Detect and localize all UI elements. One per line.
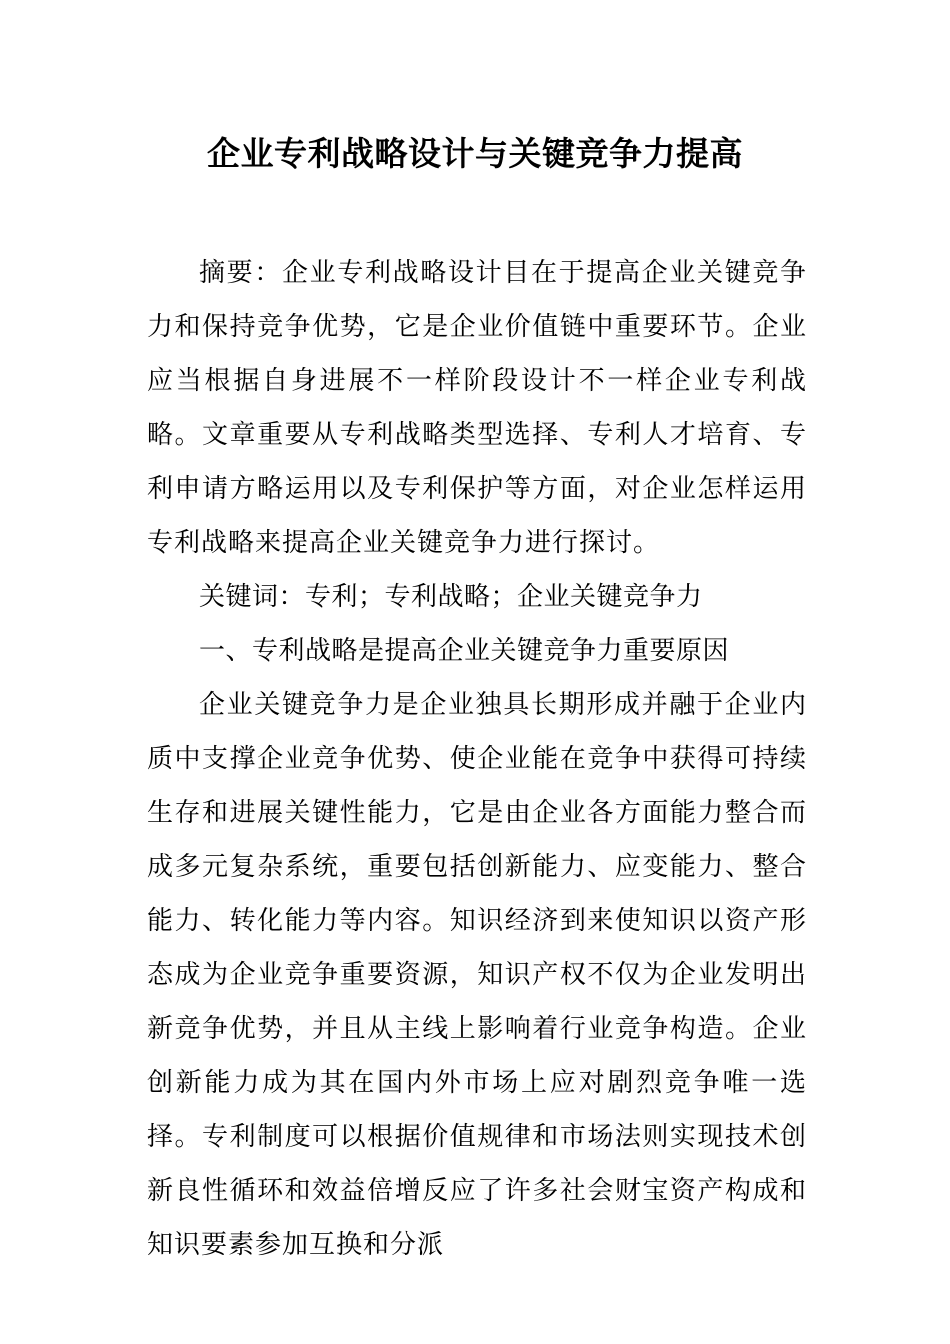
body-paragraph: 企业关键竞争力是企业独具长期形成并融于企业内质中支撑企业竞争优势、使企业能在竞争中获得可持续生存和进展关键性能力，它是由企业各方面能力整合而成多元复杂系统，重要包括创新能力、应变能力、整合能力、转化能力等内容。知识经济到来使知识以资产形态成为企业竞争重要资源，知识产权不仅为企业发明出新竞争优势，并且从主线上影响着行业竞争构造。企业创新能力成为其在国内外市场上应对剧烈竞争唯一选择。专利制度可以根据价值规律和市场法则实现技术创新良性循环和效益倍增反应了许多社会财宝资产构成和知识要素参加互换和分派 [147,690,807,1260]
abstract-paragraph: 摘要：企业专利战略设计目在于提高企业关键竞争力和保持竞争优势，它是企业价值链中重要环节。企业应当根据自身进展不一样阶段设计不一样企业专利战略。文章重要从专利战略类型选择、专利人才培育、专利申请方略运用以及专利保护等方面，对企业怎样运用专利战略来提高企业关键竞争力进行探讨。 [147,258,807,558]
document-title: 企业专利战略设计与关键竞争力提高 [207,134,743,173]
keywords-line: 关键词：专利；专利战略；企业关键竞争力 [199,582,703,612]
section-heading: 一、专利战略是提高企业关键竞争力重要原因 [199,636,730,666]
document-body [147,246,807,1272]
